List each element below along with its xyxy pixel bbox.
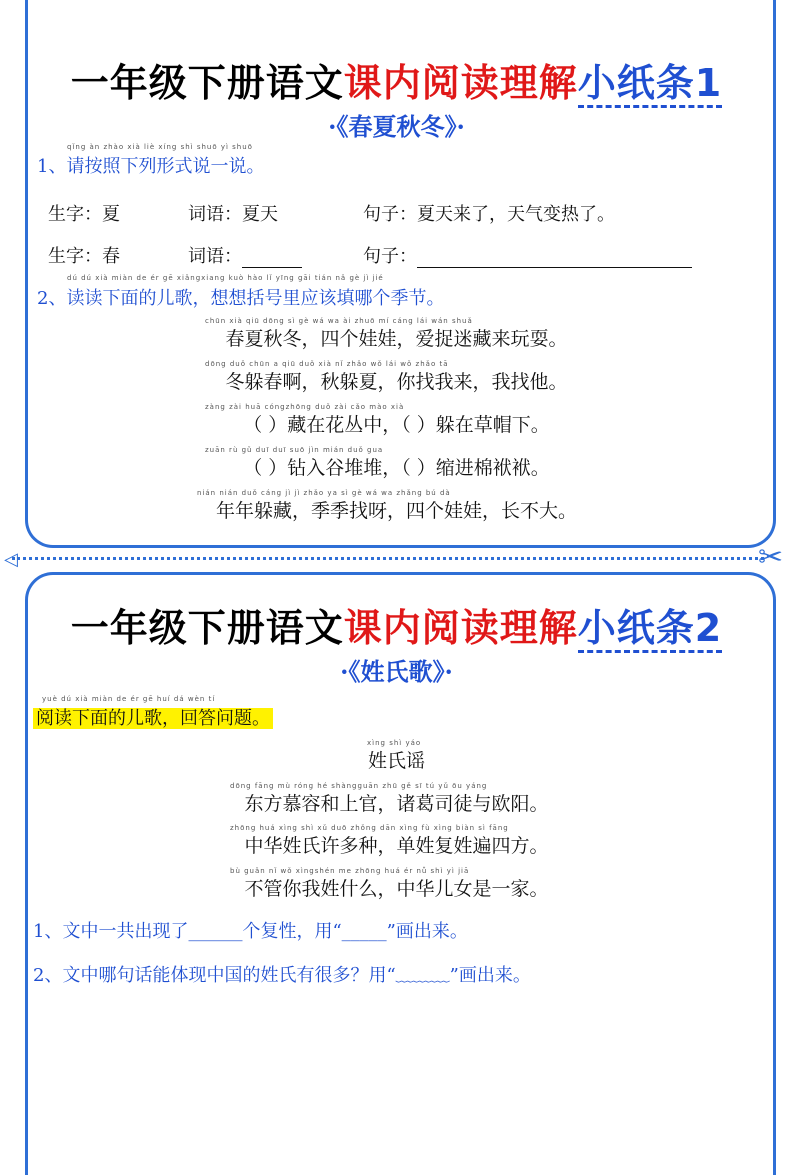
- instruction-text: 阅读下面的儿歌，回答问题。: [33, 708, 273, 729]
- poem1-line2-pinyin: dōng duǒ chūn a qiū duǒ xià nǐ zhǎo wǒ lái wǒ zhǎo tā: [205, 360, 449, 368]
- poem2-line3-pinyin: bù guǎn nǐ wǒ xìngshén me zhōng huá ér nǚ shì yì jiā: [230, 867, 470, 875]
- poem1-line4: （ ）钻入谷堆堆，（ ）缩进棉袱袱。: [243, 457, 550, 479]
- header2-label: 小纸条2: [578, 606, 722, 653]
- q1-row2-char: 生字：春: [48, 246, 120, 267]
- arrow-left-icon: ◁: [4, 549, 18, 570]
- q1-pinyin: qǐng àn zhào xià liè xíng shì shuō yì shuō: [67, 143, 253, 151]
- q1-row1-sentence: 句子：夏天来了，天气变热了。: [363, 204, 615, 225]
- header2-grade: 一年级下册语文: [70, 606, 344, 650]
- cut-line: [12, 557, 764, 560]
- poem2-line2-pinyin: zhōng huá xìng shì xǔ duō zhǒng dān xìng fù xìng biàn sì fāng: [230, 824, 509, 832]
- instruction-wrap: [33, 704, 273, 730]
- header1-topic: 课内阅读理解: [343, 61, 578, 105]
- poem1-line2: 冬躲春啊，秋躲夏，你找我来，我找他。: [225, 371, 568, 393]
- q1-row2-sentence-field: [363, 242, 692, 268]
- poem2-title: 姓氏谣: [367, 750, 425, 772]
- q1-row2-word-field: [188, 242, 302, 268]
- word-blank[interactable]: [242, 249, 302, 268]
- q1-row2-word: 词语：: [188, 246, 242, 267]
- poem2-line1-pinyin: dōng fāng mù róng hé shàngguān zhū gě sī tú yǔ ōu yáng: [230, 782, 488, 790]
- instruction-pinyin: yuè dú xià miàn de ér gē huí dá wèn tí: [42, 695, 216, 703]
- poem2-title-pinyin: xìng shì yáo: [367, 739, 422, 747]
- q1-row1-char: 生字：夏: [48, 204, 120, 225]
- section2-header: [0, 597, 793, 652]
- poem1-line5: 年年躲藏，季季找呀，四个娃娃，长不大。: [215, 500, 577, 522]
- q2-pinyin: dú dú xià miàn de ér gē xiǎngxiang kuò hào lǐ yīng gāi tián nǎ gè jì jié: [67, 274, 384, 282]
- poem2-line3: 不管你我姓什么，中华儿女是一家。: [244, 878, 549, 900]
- poem2-line2: 中华姓氏许多种，单姓复姓遍四方。: [244, 835, 549, 857]
- section2-subtitle: ·《姓氏歌》·: [340, 657, 453, 686]
- poem1-line3: （ ）藏在花丛中，（ ）躲在草帽下。: [243, 414, 550, 436]
- poem1-line1: 春夏秋冬，四个娃娃，爱捉迷藏来玩耍。: [225, 328, 568, 350]
- section1-header: [0, 52, 793, 107]
- q1-row1-word: 词语：夏天: [188, 204, 278, 225]
- poem1-line1-pinyin: chūn xià qiū dōng sì gè wá wa ài zhuō mí cáng lái wán shuǎ: [205, 317, 473, 325]
- poem2-line1: 东方慕容和上官，诸葛司徒与欧阳。: [244, 793, 549, 815]
- sec2-q1: 1、文中一共出现了______个复性，用“_____”画出来。: [33, 921, 468, 942]
- sec2-q2: 2、文中哪句话能体现中国的姓氏有很多？用“﹏﹏﹏”画出来。: [33, 965, 531, 986]
- poem1-line3-pinyin: zàng zài huā cóngzhōng duǒ zài cǎo mào xià: [205, 403, 405, 411]
- q1-row2-sentence: 句子：: [363, 246, 417, 267]
- header1-grade: 一年级下册语文: [70, 61, 344, 105]
- scissors-icon: ✂: [758, 540, 784, 575]
- q1-text: 1、请按照下列形式说一说。: [37, 156, 265, 177]
- header1-label: 小纸条1: [578, 61, 722, 108]
- q2-text: 2、读读下面的儿歌，想想括号里应该填哪个季节。: [37, 288, 445, 309]
- poem1-line5-pinyin: nián nián duǒ cáng jì jì zhǎo ya sì gè wá wa zhǎng bú dà: [197, 489, 451, 497]
- section1-subtitle: ·《春夏秋冬》·: [328, 112, 465, 141]
- poem1-line4-pinyin: zuān rù gǔ duī duī suō jìn mián duǒ gua: [205, 446, 384, 454]
- sentence-blank[interactable]: [417, 249, 692, 268]
- header2-topic: 课内阅读理解: [343, 606, 578, 650]
